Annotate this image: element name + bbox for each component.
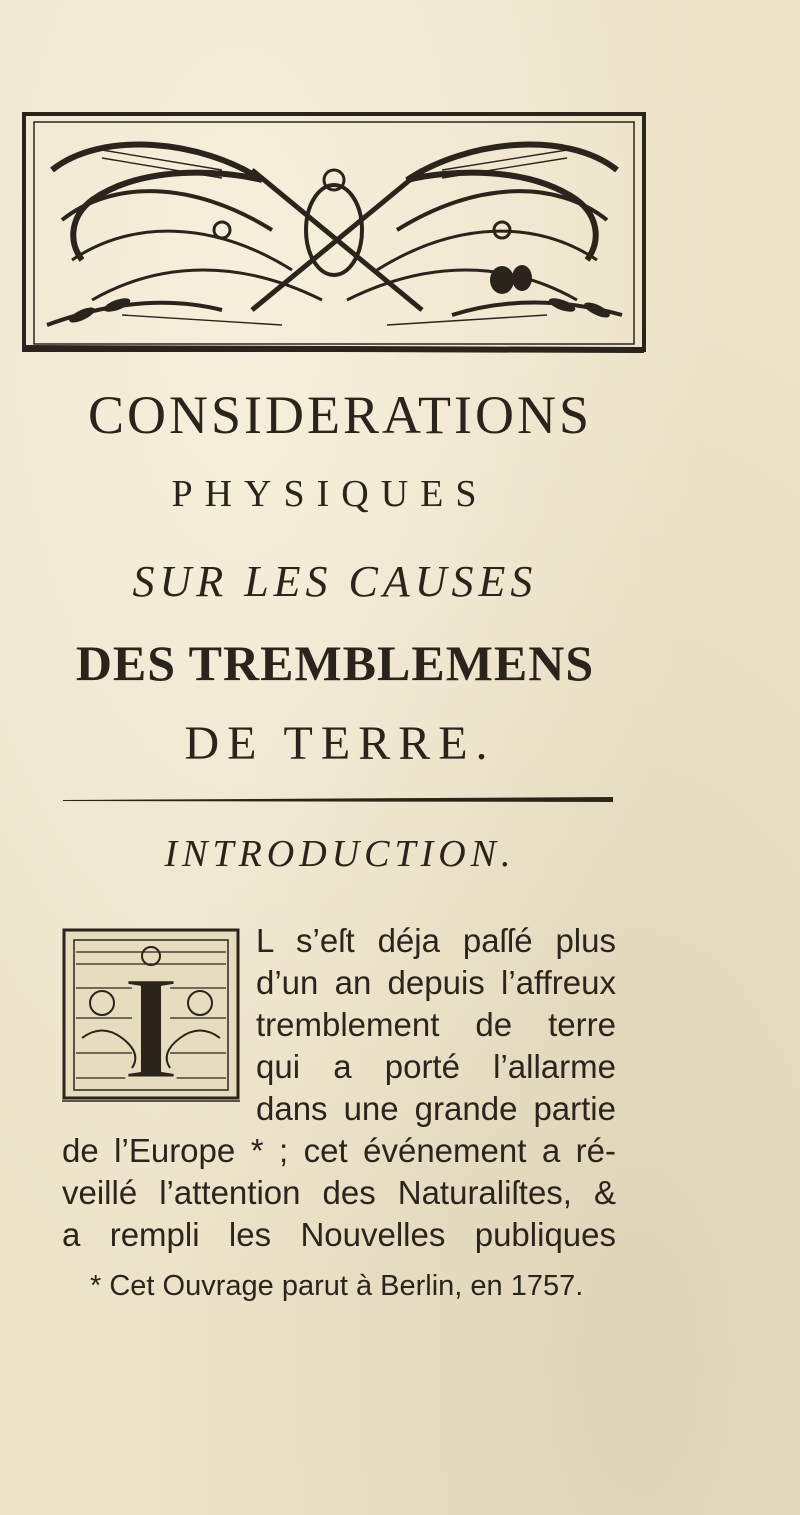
text-line: tremblement de terre [256,1006,616,1043]
text-line: qui a porté l’allarme [256,1048,616,1085]
title-line-5: DE TERRE. [184,717,496,770]
drop-cap-ornament [62,928,240,1103]
footnote: * Cet Ouvrage parut à Berlin, en 1757. [90,1270,584,1302]
title-line-2: PHYSIQUES [171,473,489,515]
title-line-4: DES TREMBLEMENS [75,635,595,691]
section-heading: INTRODUCTION. [164,833,516,875]
text-line: dans une grande partie [256,1090,616,1127]
text-line: de l’Europe * ; cet événement a ré- [62,1132,616,1169]
title-line-1: CONSIDERATIONS [87,385,593,445]
text-line: L s’eſt déja paſſé plus [256,922,616,959]
title-line-3: SUR LES CAUSES [132,557,538,606]
text-line: veillé l’attention des Naturaliſtes, & [62,1174,616,1211]
headpiece-ornament [22,110,647,355]
text-line: a rempli les Nouvelles publiques [62,1216,616,1253]
section-rule [63,796,613,803]
text-line: d’un an depuis l’affreux [256,964,616,1001]
drop-cap-letter: I [121,945,181,1103]
